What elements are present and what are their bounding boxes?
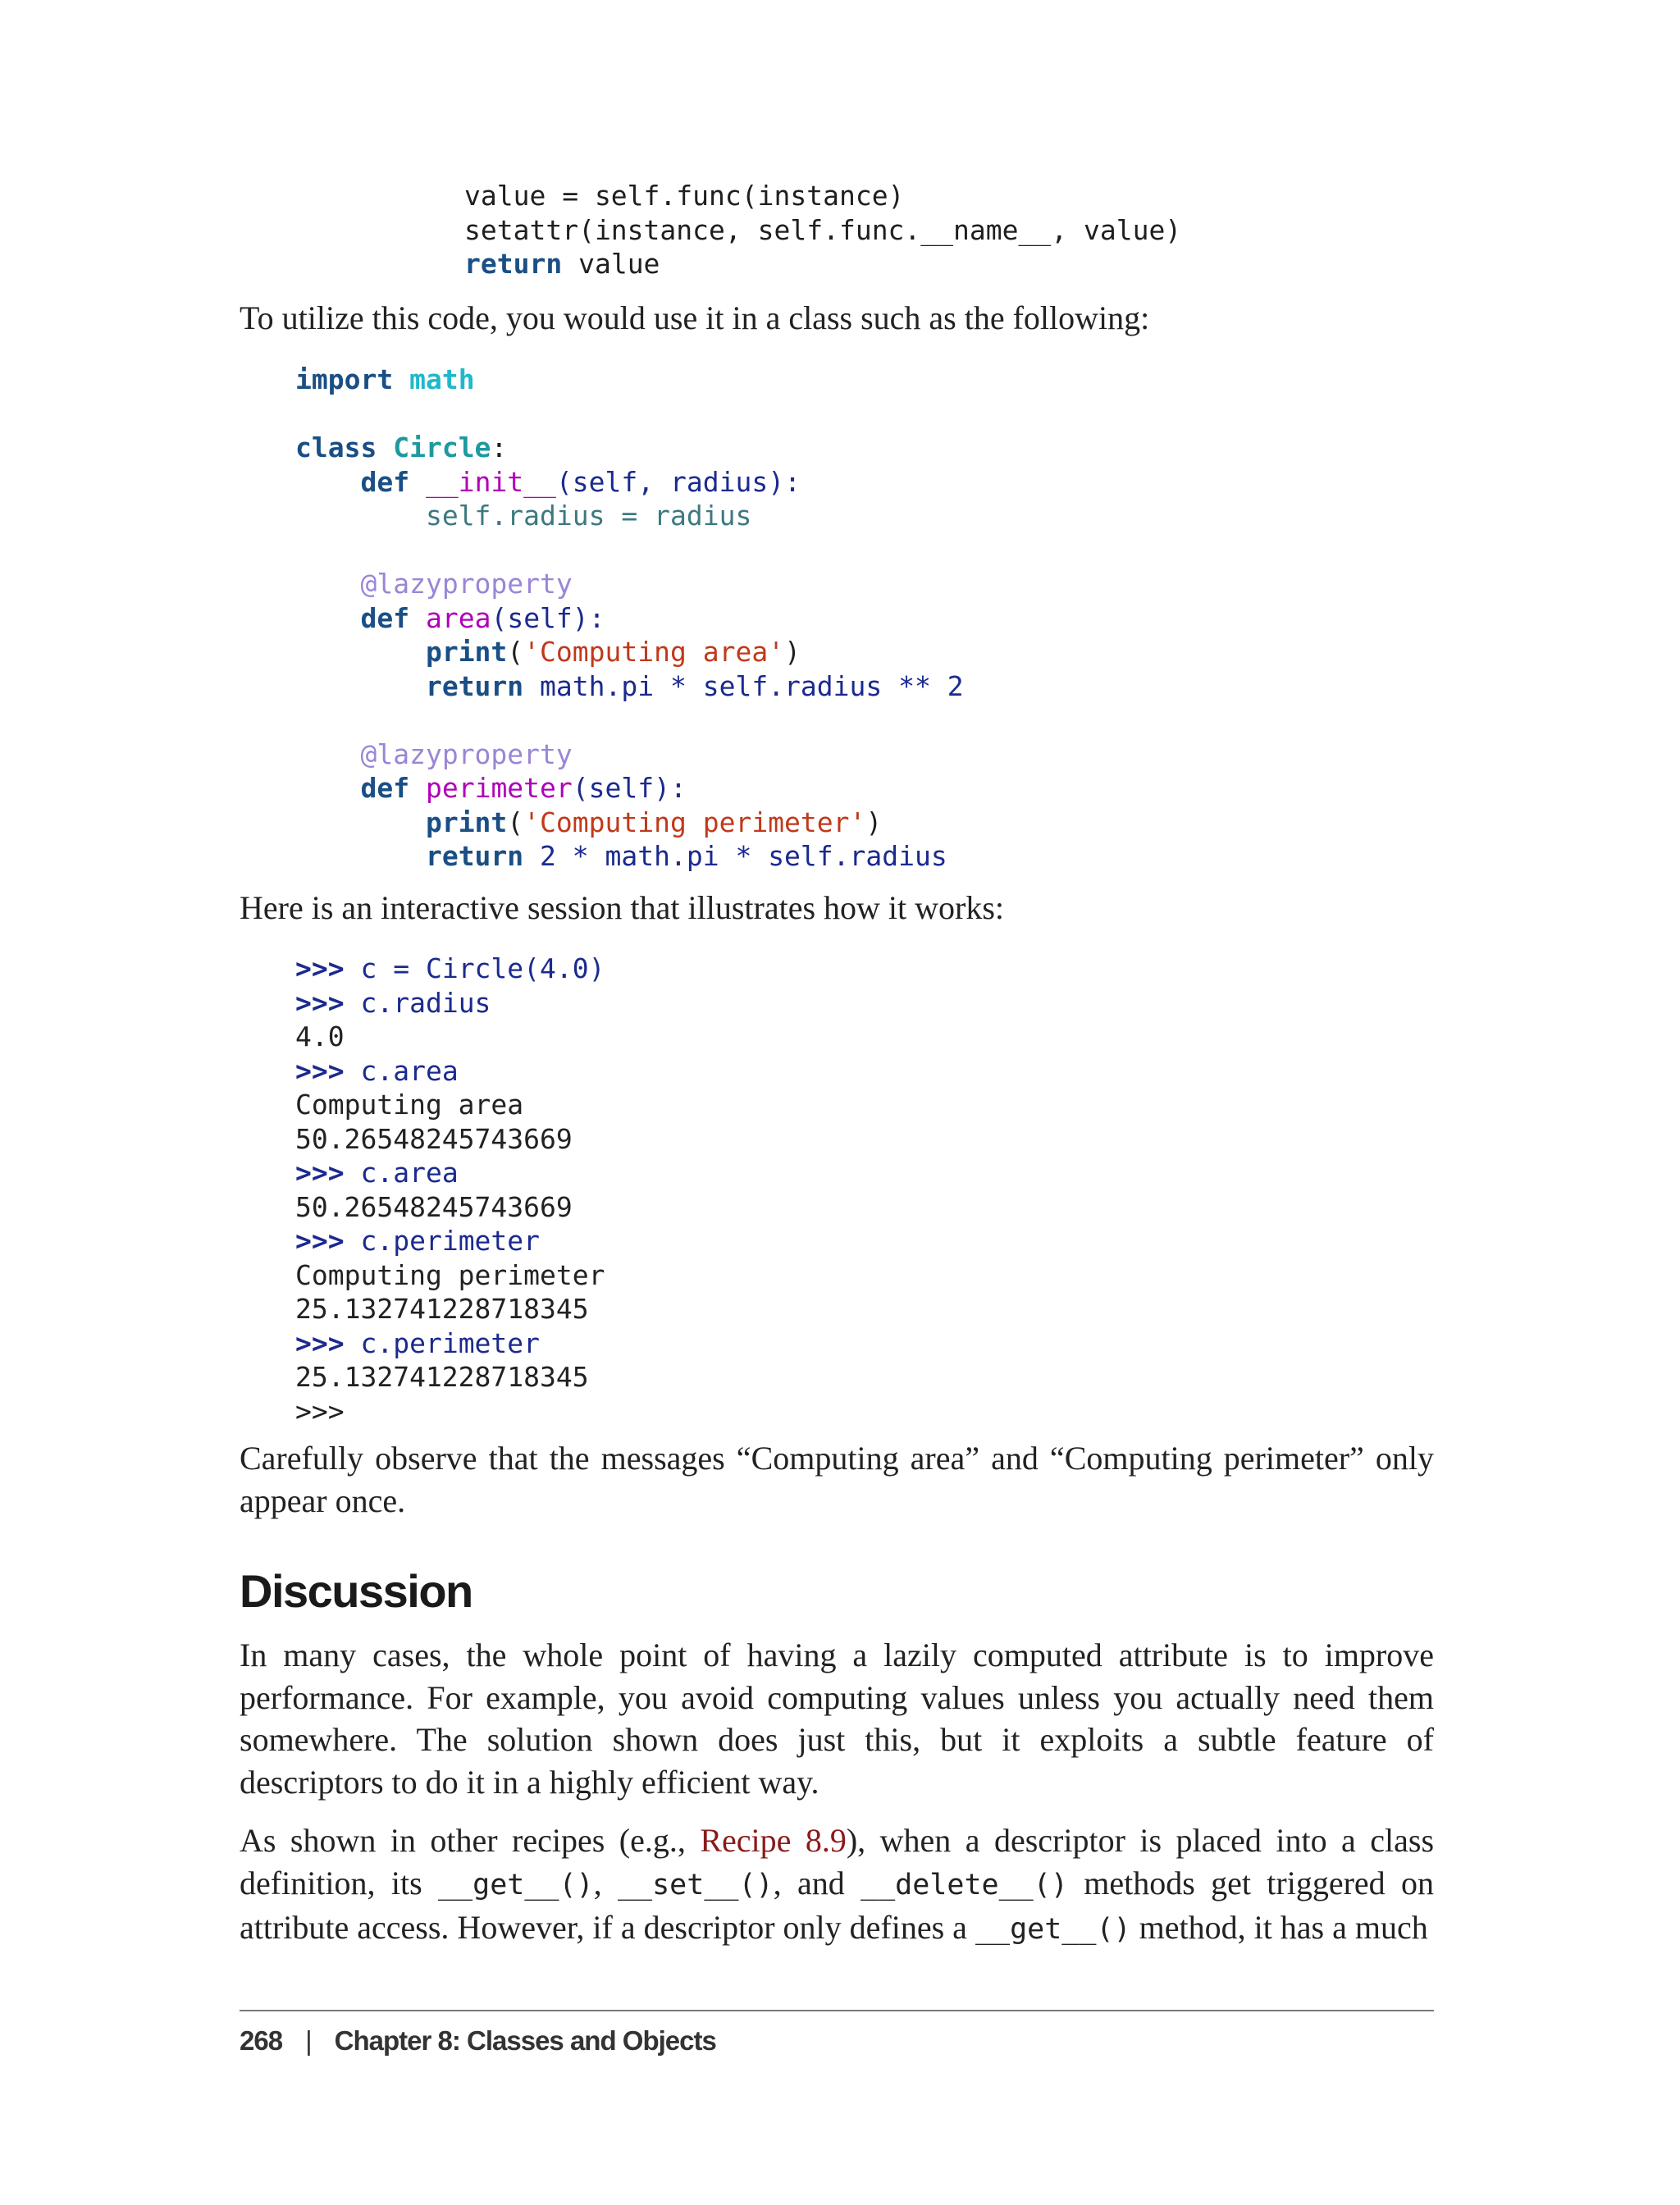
- session-output: 50.26548245743669: [295, 1190, 573, 1223]
- code-line: self.radius = radius: [425, 500, 752, 532]
- code-block-circle-class: import math class Circle: def __init__(self, radius): self.radius = radius @lazyproperty def area(self): print('Computing area') return math.pi * self.radius ** 2 @lazyproperty def perimeter(self): print('Computing perimeter') return 2 * math.pi * self.radius: [295, 363, 964, 872]
- text-run: method, it has a much: [1130, 1909, 1428, 1946]
- code-class-name: Circle: [393, 431, 491, 463]
- code-line: value = self.func(instance): [464, 180, 905, 212]
- prompt: >>>: [295, 1157, 345, 1189]
- code-keyword: class: [295, 431, 377, 463]
- code-line: value: [562, 248, 660, 280]
- code-string: 'Computing area': [523, 636, 785, 668]
- recipe-link[interactable]: Recipe 8.9: [700, 1822, 847, 1859]
- inline-code: __get__(): [437, 1868, 594, 1901]
- inline-code: __get__(): [975, 1913, 1131, 1946]
- code-function-name: __init__: [425, 465, 556, 498]
- discussion-paragraph-1: In many cases, the whole point of having a lazily computed attribute is to improve performance. For example, you avoid computing values unless you actually need them somewhere. The solution shown does just this, but it exploits a subtle feature of descriptors to do it in a highly efficient way.: [240, 1637, 1434, 1801]
- page-number: 268: [240, 2025, 283, 2056]
- prompt: >>>: [295, 1326, 345, 1359]
- code-keyword: def: [360, 601, 410, 634]
- code-module: math: [409, 363, 475, 395]
- code-builtin: print: [425, 806, 508, 838]
- session-command: c.area: [360, 1054, 459, 1087]
- text-run: As shown in other recipes (e.g.,: [240, 1822, 701, 1859]
- text-run: ), when a descriptor is placed into a class definition, its: [240, 1822, 1435, 1901]
- session-command: c.radius: [360, 986, 491, 1019]
- text-run: ,: [593, 1864, 618, 1901]
- code-line: setattr(instance, self.func.__name__, value): [464, 213, 1182, 246]
- footer-rule: [240, 2010, 1434, 2011]
- code-args: (self):: [572, 772, 687, 804]
- code-keyword: return: [425, 840, 524, 872]
- code-expression: 2 * math.pi * self.radius: [540, 840, 947, 872]
- code-builtin: print: [425, 636, 508, 668]
- code-expression: math.pi * self.radius ** 2: [540, 669, 964, 702]
- prompt: >>>: [295, 986, 345, 1019]
- footer-separator: |: [305, 2025, 312, 2056]
- chapter-title: Chapter 8: Classes and Objects: [334, 2025, 716, 2056]
- session-intro-paragraph: Here is an interactive session that illustrates how it works:: [240, 889, 1005, 926]
- code-string: 'Computing perimeter': [523, 806, 866, 838]
- code-keyword: return: [464, 248, 563, 280]
- code-keyword: def: [360, 772, 410, 804]
- discussion-paragraph-2: [240, 1819, 1434, 1952]
- code-keyword: def: [360, 465, 410, 498]
- session-command: c = Circle(4.0): [360, 952, 605, 984]
- code-keyword: import: [295, 363, 394, 395]
- prompt: >>>: [295, 1054, 345, 1087]
- session-output: 4.0: [295, 1020, 345, 1052]
- session-output: 25.132741228718345: [295, 1293, 589, 1325]
- code-decorator: @lazyproperty: [360, 737, 573, 770]
- inline-code: __set__(): [617, 1868, 774, 1901]
- session-command: c.perimeter: [360, 1326, 541, 1359]
- code-function-name: perimeter: [425, 772, 573, 804]
- prompt: >>>: [295, 952, 345, 984]
- session-final-prompt: >>>: [295, 1395, 345, 1427]
- section-heading-discussion: Discussion: [240, 1565, 472, 1617]
- code-block-descriptor-end: [464, 179, 1181, 281]
- code-args: (self, radius):: [555, 465, 801, 498]
- session-output: 50.26548245743669: [295, 1122, 573, 1155]
- prompt: >>>: [295, 1225, 345, 1257]
- session-output: Computing area: [295, 1089, 524, 1121]
- session-command: c.perimeter: [360, 1225, 541, 1257]
- session-output: Computing perimeter: [295, 1258, 605, 1291]
- code-args: (self):: [491, 601, 605, 634]
- session-command: c.area: [360, 1157, 459, 1189]
- code-decorator: @lazyproperty: [360, 568, 573, 600]
- observe-paragraph: Carefully observe that the messages “Computing area” and “Computing perimeter” only appear once.: [240, 1440, 1434, 1519]
- session-output: 25.132741228718345: [295, 1361, 589, 1393]
- code-keyword: return: [425, 669, 524, 702]
- page-footer: [240, 2023, 716, 2059]
- inline-code: __delete__(): [861, 1868, 1068, 1901]
- code-block-interactive-session: [295, 952, 605, 1428]
- text-run: methods get triggered on attribute access. However, if a descriptor only defines a: [240, 1864, 1434, 1946]
- intro-paragraph: To utilize this code, you would use it in a class such as the following:: [240, 299, 1150, 336]
- code-function-name: area: [425, 601, 491, 634]
- text-run: , and: [773, 1864, 861, 1901]
